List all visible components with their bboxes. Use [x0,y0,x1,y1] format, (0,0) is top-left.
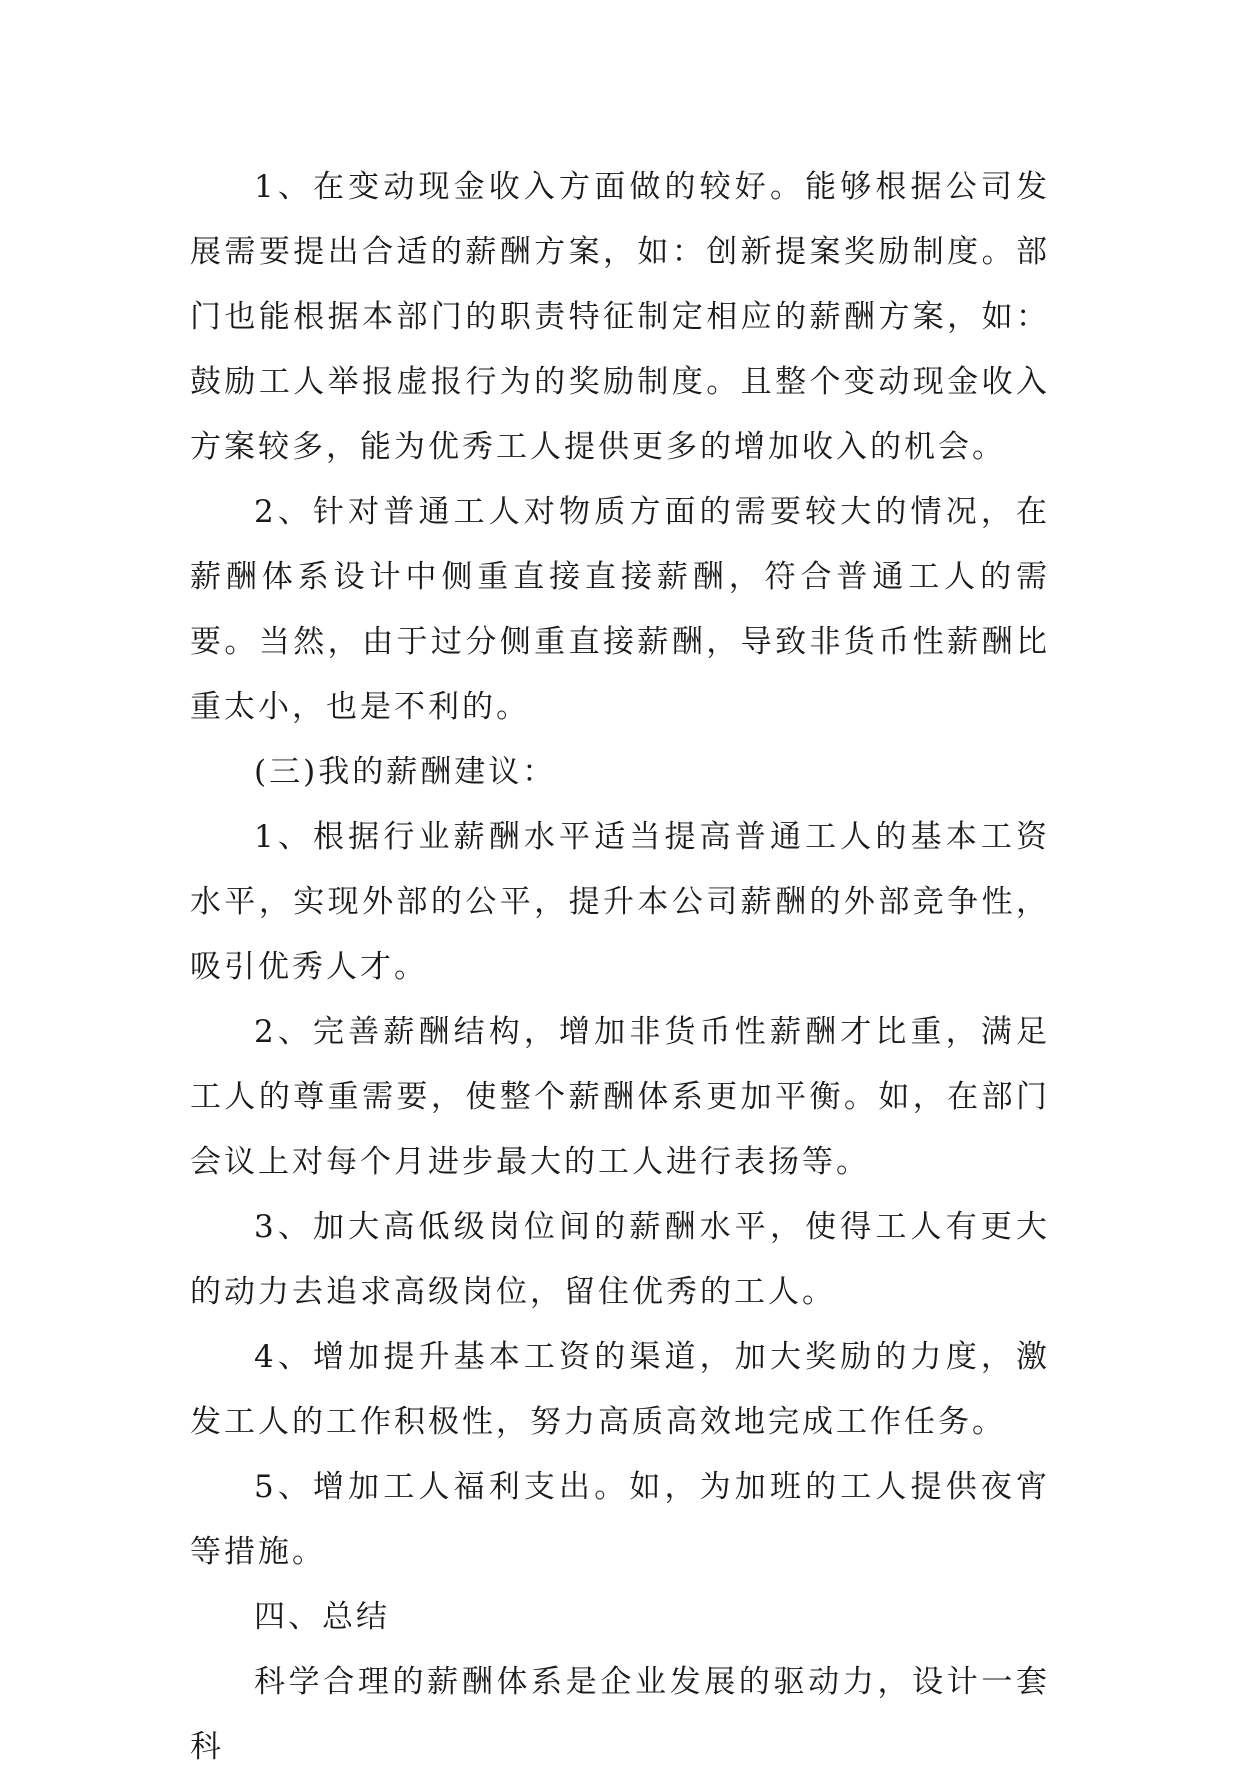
suggestion-item-3: 3、加大高低级岗位间的薪酬水平，使得工人有更大的动力去追求高级岗位，留住优秀的工人。 [190,1209,1050,1310]
paragraph-summary: 科学合理的薪酬体系是企业发展的驱动力，设计一套科 [190,1664,1050,1765]
suggestion-item-1: 1、根据行业薪酬水平适当提高普通工人的基本工资水平，实现外部的公平，提升本公司薪酬的外部竞争性，吸引优秀人才。 [190,819,1050,985]
section-heading-summary: 四、总结 [254,1599,390,1635]
suggestion-item-2: 2、完善薪酬结构，增加非货币性薪酬才比重，满足工人的尊重需要，使整个薪酬体系更加平衡。如，在部门会议上对每个月进步最大的工人进行表扬等。 [190,1014,1050,1180]
suggestion-item-4: 4、增加提升基本工资的渠道，加大奖励的力度，激发工人的工作积极性，努力高质高效地完成工作任务。 [190,1339,1050,1440]
document-body [190,155,1050,1780]
section-heading-suggestions: (三)我的薪酬建议： [254,754,557,790]
paragraph-direct-compensation: 2、针对普通工人对物质方面的需要较大的情况，在薪酬体系设计中侧重直接直接薪酬，符合普通工人的需要。当然，由于过分侧重直接薪酬，导致非货币性薪酬比重太小，也是不利的。 [190,494,1050,725]
suggestion-item-5: 5、增加工人福利支出。如，为加班的工人提供夜宵等措施。 [190,1469,1050,1570]
paragraph-variable-cash-income: 1、在变动现金收入方面做的较好。能够根据公司发展需要提出合适的薪酬方案，如：创新提案奖励制度。部门也能根据本部门的职责特征制定相应的薪酬方案，如：鼓励工人举报虚报行为的奖励制度。且整个变动现金收入方案较多，能为优秀工人提供更多的增加收入的机会。 [190,169,1050,465]
